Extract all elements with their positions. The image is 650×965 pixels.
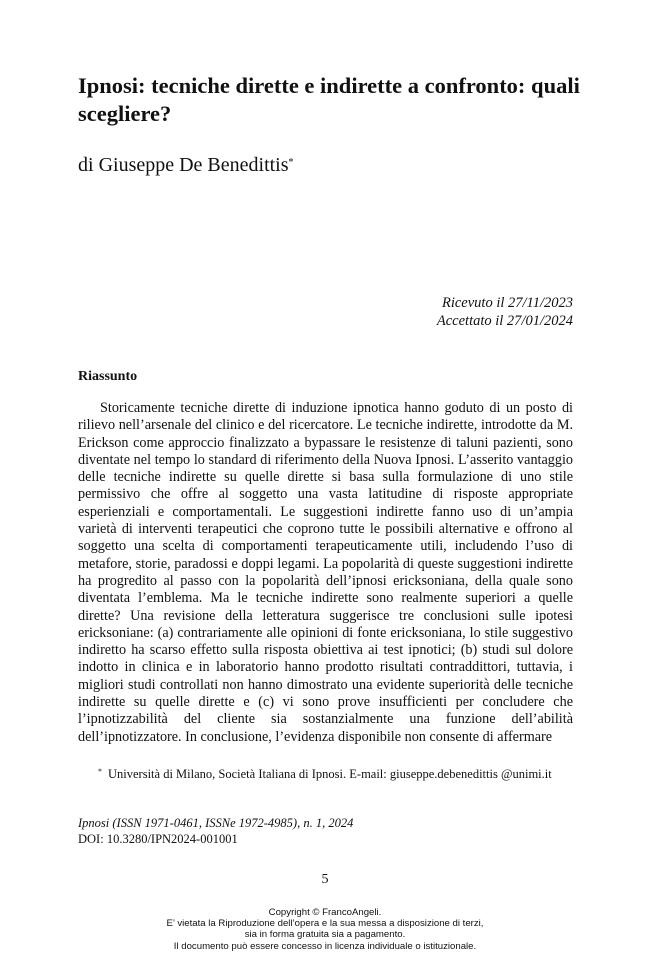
copyright-line: sia in forma gratuita sia a pagamento. (244, 929, 406, 941)
submission-dates (437, 294, 573, 330)
journal-citation: Ipnosi (ISSN 1971-0461, ISSNe 1972-4985), n. 1, 2024 (78, 816, 354, 830)
author-footnote-mark: * (288, 157, 294, 168)
doi: DOI: 10.3280/IPN2024-001001 (78, 831, 238, 846)
author-line (78, 152, 294, 178)
footnote-mark: * (98, 767, 102, 776)
author-prefix: di (78, 154, 94, 176)
page-number: 5 (321, 872, 329, 887)
author-footnote (78, 766, 573, 784)
abstract-text: Storicamente tecniche dirette di induzione ipnotica hanno goduto di un posto di rilievo nell’arsenale del clinico e del ricercatore. Le tecniche indirette, introdotte da M. Erickson come approccio finalizzato a bypassare le resistenze di taluni pazienti, sono diventate nel tempo lo standard di riferimento della Nuova Ipnosi. L’asserito vantaggio delle tecniche indirette su quelle dirette si basa sulla formulazione di uno stile permissivo che offre al soggetto una vasta latitudine di risposte appropriate esperienziali e comportamentali. Le suggestioni indirette fanno uso di un’ampia varietà di interventi terapeutici che coprono tutte le possibili alternative e offrono al soggetto una scelta di comportamenti terapeuticamente utili, includendo l’uso di metafore, storie, paradossi e doppi legami. La popolarità di queste suggestioni indirette ha progredito al passo con la popolarità dell’ipnosi ericksoniana, della quale sono diventata l’emblema. Ma le tecniche indirette sono realmente superiori a quelle dirette? Una revisione della letteratura suggerisce tre conclusioni sulle ipotesi ericksoniane: (a) contrariamente alle opinioni di fonte ericksoniana, lo stile suggestivo indiretto ha scarso effetto sulla risposta obiettiva ai test ipnotici; (b) studi sul dolore indotto in clinica e in laboratorio hanno prodotto risultati contraddittori, tuttavia, i migliori studi controllati non hanno dimostrato una evidente superiorità delle tecniche indirette su quelle dirette e (c) vi sono prove insufficienti per concludere che l’ipnotizzabilità del cliente sia sostanzialmente una funzione dell’abilità dell’ipnotizzatore. In conclusione, l’evidenza disponibile non consente di affermare (78, 400, 573, 745)
copyright-notice (0, 907, 650, 952)
copyright-line: Copyright © FrancoAngeli. (268, 907, 382, 918)
author-name: Giuseppe De Benedittis (98, 154, 289, 176)
abstract-heading: Riassunto (78, 369, 138, 384)
copyright-line: E’ vietata la Riproduzione dell’opera e la sua messa a disposizione di terzi, (166, 918, 484, 930)
footnote-text: Università di Milano, Società Italiana di Ipnosi. E-mail: giuseppe.debenedittis @unimi.it (108, 767, 552, 781)
accepted-date: Accettato il 27/01/2024 (436, 313, 573, 329)
received-date: Ricevuto il 27/11/2023 (441, 295, 573, 311)
article-title: Ipnosi: tecniche dirette e indirette a confronto: quali scegliere? (78, 73, 580, 126)
copyright-line: Il documento può essere concesso in licenza individuale o istituzionale. (173, 940, 477, 952)
journal-info (78, 816, 353, 847)
